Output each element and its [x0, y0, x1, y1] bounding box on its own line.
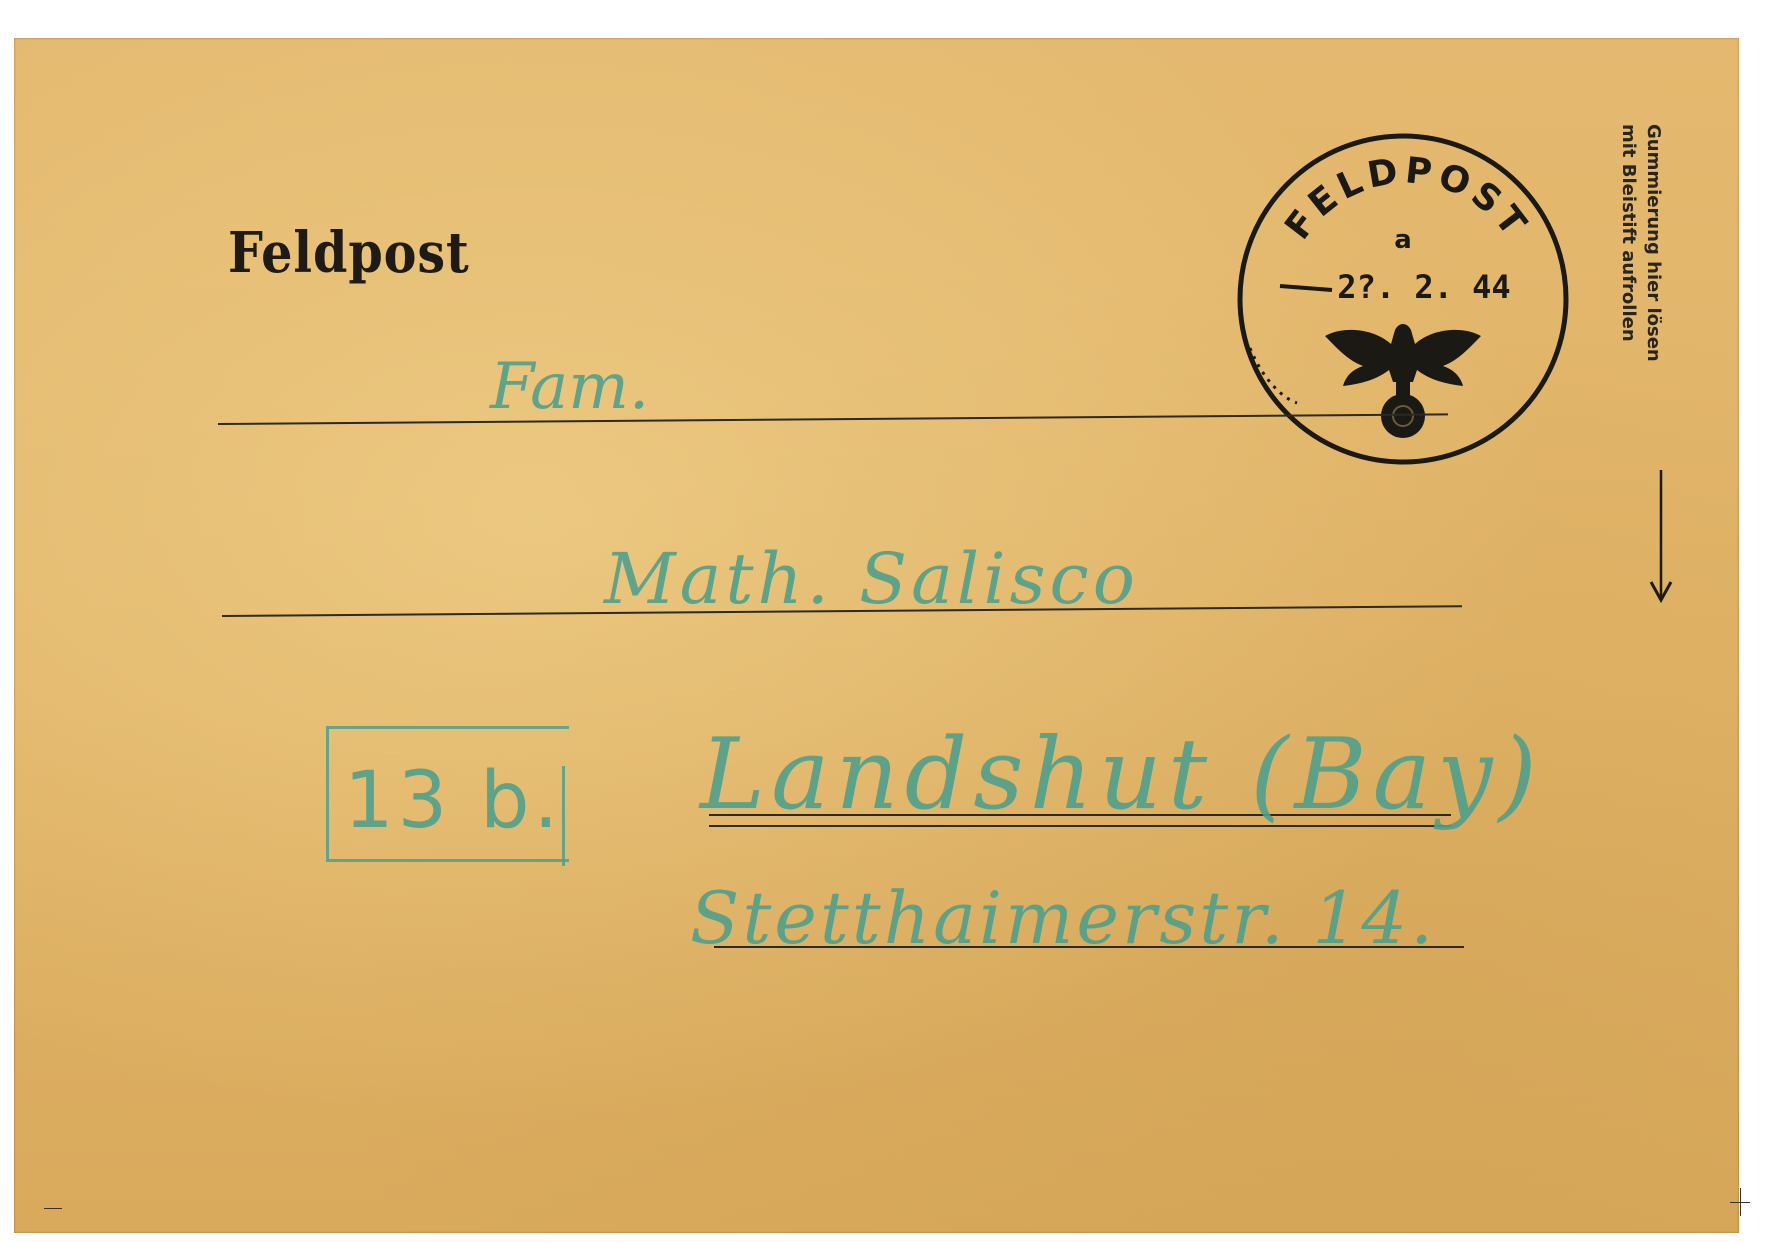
- feldpost-postmark: [1232, 128, 1574, 470]
- down-arrow-icon: [1646, 470, 1676, 605]
- handwritten-street: Stetthaimerstr. 14.: [690, 876, 1437, 960]
- postmark-date: 2?. 2. 44: [1337, 268, 1511, 306]
- side-instruction: [1600, 124, 1670, 444]
- postmark-date-dash: [1280, 286, 1332, 290]
- corner-mark: [1740, 1188, 1741, 1216]
- side-note-line-2: mit Bleistift aufrollen: [1618, 124, 1639, 342]
- eagle-emblem: [1325, 324, 1481, 438]
- district-box-right-mark: [562, 766, 565, 866]
- handwritten-city: Landshut (Bay): [700, 718, 1543, 832]
- postmark-code: a: [1394, 225, 1412, 255]
- handwritten-recipient-prefix: Fam.: [490, 350, 650, 424]
- feldpost-heading: Feldpost: [228, 220, 470, 286]
- envelope: [14, 38, 1739, 1233]
- corner-mark: [44, 1208, 62, 1209]
- postmark-text: FELDPOST: [1277, 150, 1537, 248]
- handwritten-district: 13 b.: [344, 756, 563, 846]
- side-note-line-1: Gummierung hier lösen: [1643, 124, 1664, 362]
- handwritten-recipient-name: Math. Salisco: [604, 538, 1139, 620]
